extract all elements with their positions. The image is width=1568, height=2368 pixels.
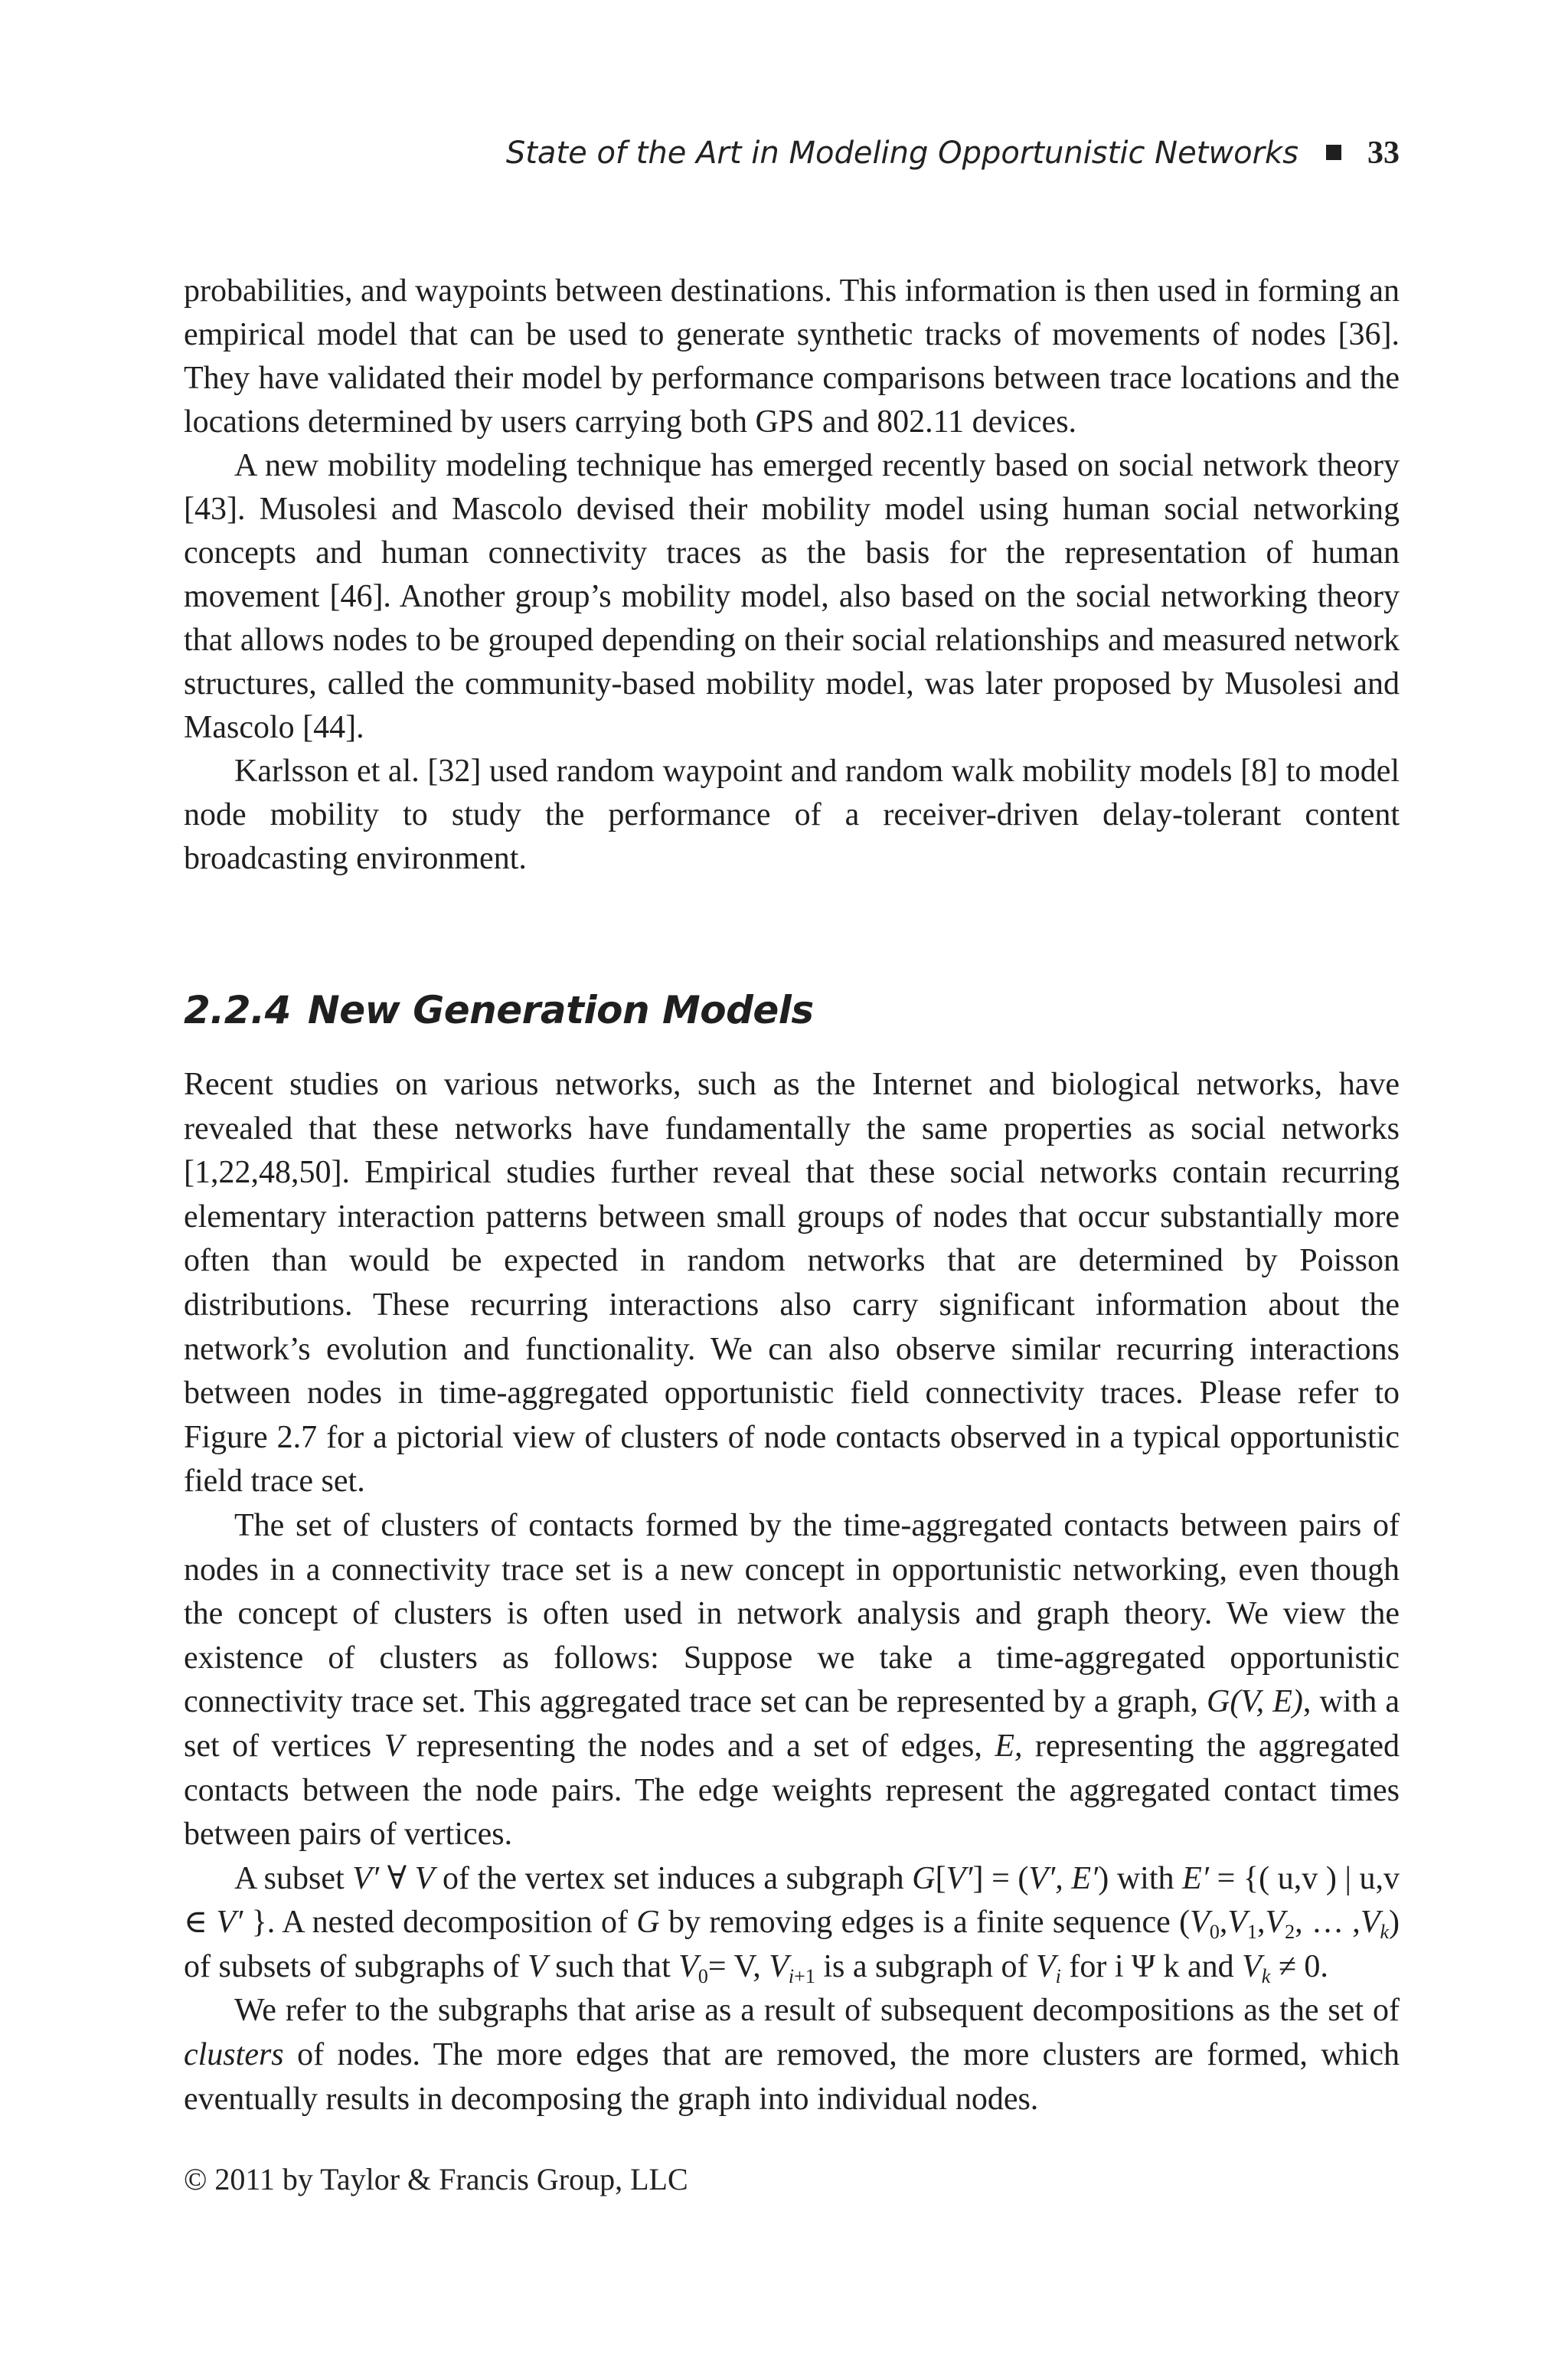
section-heading <box>184 988 814 1032</box>
copyright-notice: © 2011 by Taylor & Francis Group, LLC <box>184 2162 688 2196</box>
paragraph: We refer to the subgraphs that arise as a result of subsequent decompositions as the set of clusters of nodes. The more edges that are removed, the more clusters are formed, which eventually results in decomposing the graph into individual nodes. <box>184 1993 1400 2117</box>
paragraph: A new mobility modeling technique has emerged recently based on social network theory [43]. Musolesi and Mascolo devised their mobility model using human social networking concepts and human connectivity traces as the basis for the representation of human movement [46]. Another group’s mobility model, also based on the social networking theory that allows nodes to be grouped depending on their social relationships and measured network structures, called the community-based mobility model, was later proposed by Musolesi and Mascolo [44]. <box>184 448 1400 745</box>
section-title: New Generation Models <box>307 988 814 1032</box>
paragraph: A subset V′ ∀ V of the vertex set induces a subgraph G[V′] = (V′, E′) with E′ = {( u,v ) | u,v ∈ V′ }. A nested decomposition of G by removing edges is a finite sequence ($V_0,V_1,V_2$, … $,V_k$) of subsets of subgraphs of V such that $V_0= V$, $V_{i+1}$ is a subgraph of $V_i$ for i Ψ k and $V_k \ne 0$. <box>184 1860 1400 1987</box>
paragraph: Karlsson et al. [32] used random waypoint and random walk mobility models [8] to model node mobility to study the performance of a receiver-driven delay-tolerant content broadcasting environment. <box>184 754 1400 876</box>
body-text-section <box>184 1063 1400 2121</box>
square-bullet-icon <box>1326 145 1341 160</box>
paragraph: The set of clusters of contacts formed by the time-aggregated contacts between pairs of nodes in a connectivity trace set is a new concept in opportunistic networking, even though the concept of clusters is often used in network analysis and graph theory. We view the existence of clusters as follows: Suppose we take a time-aggregated opportunistic connectivity trace set. This aggregated trace set can be represented by a graph, G(V, E), with a set of vertices V representing the nodes and a set of edges, E, representing the aggregated contacts between the node pairs. The edge weights represent the aggregated contact times between pairs of vertices. <box>184 1507 1400 1853</box>
section-number: 2.2.4 <box>184 988 291 1032</box>
page-number: 33 <box>1367 136 1400 171</box>
running-title: State of the Art in Modeling Opportunistic Networks <box>505 136 1298 171</box>
paragraph: Recent studies on various networks, such as the Internet and biological networks, have revealed that these networks have fundamentally the same properties as social networks [1,22,48,50]. Empirical studies further reveal that these social networks contain recurring elementary interaction patterns between small groups of nodes that occur substantially more often than would be expected in random networks that are determined by Poisson distributions. These recurring interactions also carry significant information about the network’s evolution and functionality. We can also observe similar recurring interactions between nodes in time-aggregated opportunistic field connectivity traces. Please refer to Figure 2.7 for a pictorial view of clusters of node contacts observed in a typical opportunistic field trace set. <box>184 1067 1400 1500</box>
paragraph: probabilities, and waypoints between destinations. This information is then used in forming an empirical model that can be used to generate synthetic tracks of movements of nodes [36]. They have validated their model by performance comparisons between trace locations and the locations determined by users carrying both GPS and 802.11 devices. <box>184 273 1400 440</box>
body-text-top <box>184 270 1400 881</box>
running-head <box>184 135 1400 172</box>
